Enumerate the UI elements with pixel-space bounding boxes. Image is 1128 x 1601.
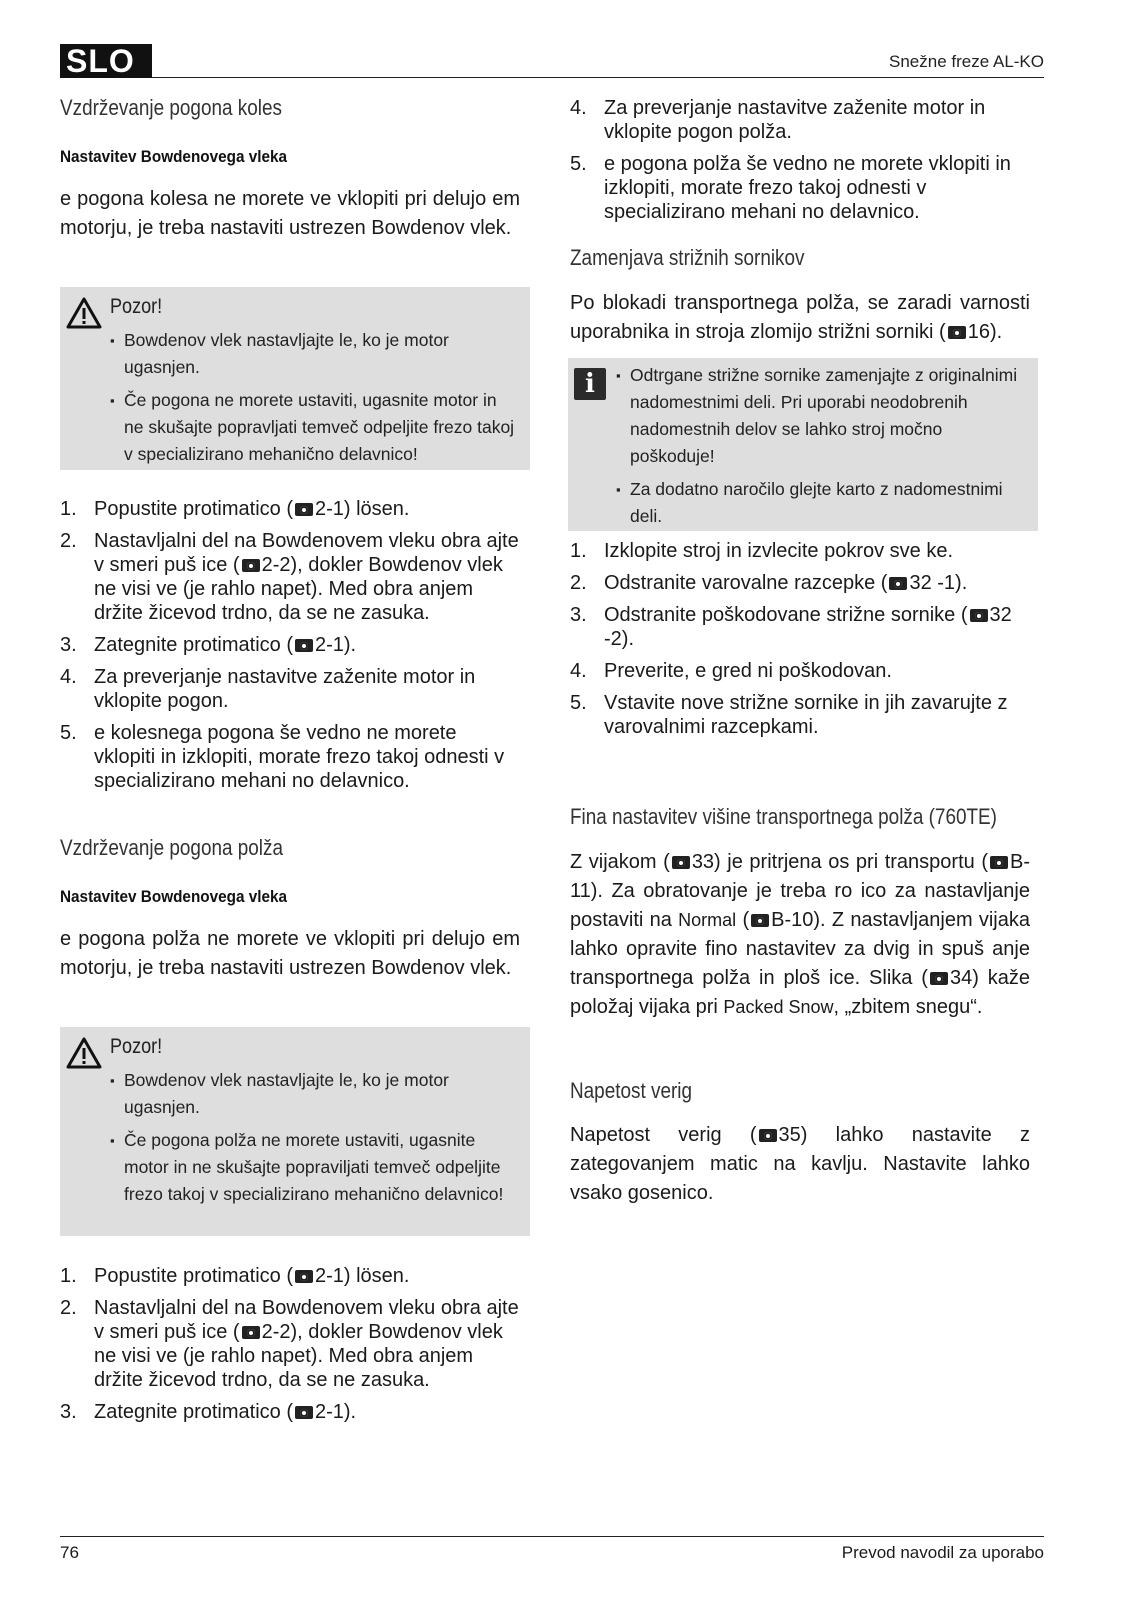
steps-list-auger bbox=[60, 1264, 520, 1432]
page-footer bbox=[60, 1536, 1044, 1566]
list-item: 4. Preverite, e gred ni poškodovan. bbox=[570, 660, 892, 682]
paragraph: e pogona polža ne morete ve vklopiti pri delujo em motorju, je treba nastaviti ustrezen Bowdenov vlek. bbox=[60, 928, 520, 979]
list-item: 1. Izklopite stroj in izvlecite pokrov sve ke. bbox=[570, 540, 954, 562]
list-item: 2. Nastavljalni del na Bowdenovem vleku obra ajte v smeri puš ice ( 2-2), dokler Bowdenov vlek ne visi ve (je rahlo napet). Med obra anjem držite žicevod trdno, da se ne zasuka. bbox=[60, 1297, 519, 1391]
camera-icon bbox=[759, 1129, 777, 1142]
camera-icon bbox=[295, 639, 313, 652]
camera-icon bbox=[889, 577, 907, 590]
section-title-chain-tension: Napetost verig bbox=[570, 1078, 692, 1103]
list-item: 4. Za preverjanje nastavitve zaženite motor in vklopite pogon polža. bbox=[570, 97, 986, 143]
warning-item: ▪ Bowdenov vlek nastavljajte le, ko je motor ugasnjen. bbox=[110, 1067, 520, 1121]
warning-title: Pozor! bbox=[110, 1035, 163, 1058]
list-item: 1. Popustite protimatico ( 2-1) lösen. bbox=[60, 1265, 410, 1287]
warning-item: ▪ Bowdenov vlek nastavljajte le, ko je motor ugasnjen. bbox=[110, 327, 520, 381]
warning-list bbox=[110, 1067, 520, 1214]
section-title-height-adjust: Fina nastavitev višine transportnega polža (760TE) bbox=[570, 804, 997, 829]
camera-icon bbox=[672, 856, 690, 869]
warning-list bbox=[110, 327, 520, 474]
paragraph: Po blokadi transportnega polža, se zaradi varnosti uporabnika in stroja zlomijo strižni sorniki ( 16). bbox=[570, 292, 1030, 343]
list-item: 2. Nastavljalni del na Bowdenovem vleku obra ajte v smeri puš ice ( 2-2), dokler Bowdenov vlek ne visi ve (je rahlo napet). Med obra anjem držite žicevod trdno, da se ne zasuka. bbox=[60, 530, 519, 624]
list-item: 5. e pogona polža še vedno ne morete vklopiti in izklopiti, morate frezo takoj odnesti v specializirano mehani no delavnico. bbox=[570, 153, 1011, 223]
info-list bbox=[616, 362, 1028, 536]
warning-box bbox=[60, 287, 530, 470]
camera-icon bbox=[242, 1326, 260, 1339]
steps-list-shear-pins bbox=[570, 539, 1030, 747]
warning-item: ▪ Če pogona polža ne morete ustaviti, ugasnite motor in ne skušajte popraviljati temveč odpeljite frezo takoj v specializirano mehanično delavnico! bbox=[110, 1127, 520, 1208]
paragraph: e pogona kolesa ne morete ve vklopiti pri delujo em motorju, je treba nastaviti ustrezen Bowdenov vlek. bbox=[60, 188, 520, 239]
list-item: 5. Vstavite nove strižne sornike in jih zavarujte z varovalnimi razcepkami. bbox=[570, 692, 1008, 738]
info-item: ▪ Za dodatno naročilo glejte karto z nadomestnimi deli. bbox=[616, 476, 1028, 530]
footer-title: Prevod navodil za uporabo bbox=[841, 1543, 1044, 1562]
camera-icon bbox=[990, 856, 1008, 869]
warning-item: ▪ Če pogona ne morete ustaviti, ugasnite motor in ne skušajte popravljati temveč odpeljite frezo takoj v specializirano mehanično delavnico! bbox=[110, 387, 520, 468]
info-item: ▪ Odtrgane strižne sornike zamenjajte z originalnimi nadomestnimi deli. Pri uporabi neodobrenih nadomestnih delov se lahko stroj močno poškoduje! bbox=[616, 362, 1028, 470]
list-item: 3. Zategnite protimatico ( 2-1). bbox=[60, 634, 357, 656]
subsection-title: Nastavitev Bowdenovega vleka bbox=[60, 887, 288, 906]
warning-icon bbox=[66, 1037, 102, 1069]
section-title-shear-pins: Zamenjava strižnih sornikov bbox=[570, 245, 805, 270]
list-item: 4. Za preverjanje nastavitve zaženite motor in vklopite pogon. bbox=[60, 666, 476, 712]
list-item: 1. Popustite protimatico ( 2-1) lösen. bbox=[60, 498, 410, 520]
warning-box bbox=[60, 1027, 530, 1236]
page-header bbox=[60, 44, 1044, 78]
camera-icon bbox=[295, 503, 313, 516]
page-number: 76 bbox=[60, 1543, 79, 1562]
camera-icon bbox=[930, 972, 948, 985]
camera-icon bbox=[970, 609, 988, 622]
camera-icon bbox=[242, 559, 260, 572]
warning-title: Pozor! bbox=[110, 295, 163, 318]
section-title-wheel-drive: Vzdrževanje pogona koles bbox=[60, 95, 282, 120]
camera-icon bbox=[295, 1270, 313, 1283]
paragraph: Napetost verig ( 35) lahko nastavite z zategovanjem matic na kavlju. Nastavite lahko vsako gosenico. bbox=[570, 1124, 1031, 1204]
list-item: 3. Zategnite protimatico ( 2-1). bbox=[60, 1401, 357, 1423]
section-title-auger-drive: Vzdrževanje pogona polža bbox=[60, 835, 283, 860]
camera-icon bbox=[948, 326, 966, 339]
subsection-title: Nastavitev Bowdenovega vleka bbox=[60, 147, 288, 166]
list-item: 5. e kolesnega pogona še vedno ne morete vklopiti in izklopiti, morate frezo takoj odnesti v specializirano mehani no delavnico. bbox=[60, 722, 505, 792]
list-item: 2. Odstranite varovalne razcepke ( 32 -1). bbox=[570, 572, 968, 594]
language-badge: SLO bbox=[60, 44, 152, 78]
info-icon: i bbox=[574, 368, 606, 400]
list-item: 3. Odstranite poškodovane strižne sornike ( 32 -2). bbox=[570, 604, 1012, 650]
steps-list-wheel bbox=[60, 497, 520, 801]
warning-icon bbox=[66, 297, 102, 329]
paragraph: Z vijakom ( 33) je pritrjena os pri transportu ( B-11). Za obratovanje je treba ro ico za nastavljanje postaviti na Normal ( B-10). Z nastavljanjem vijaka lahko opravite fino nastavitev za dvig in spuš anje transportnega polža in ploš ice. Slika ( 34) kaže položaj vijaka pri Packed Snow, „zbitem snegu“. bbox=[570, 851, 1030, 1018]
camera-icon bbox=[295, 1406, 313, 1419]
info-box bbox=[568, 358, 1038, 531]
document-title: Snežne freze AL-KO bbox=[889, 52, 1044, 71]
camera-icon bbox=[751, 914, 769, 927]
steps-list-auger-cont bbox=[570, 96, 1030, 232]
